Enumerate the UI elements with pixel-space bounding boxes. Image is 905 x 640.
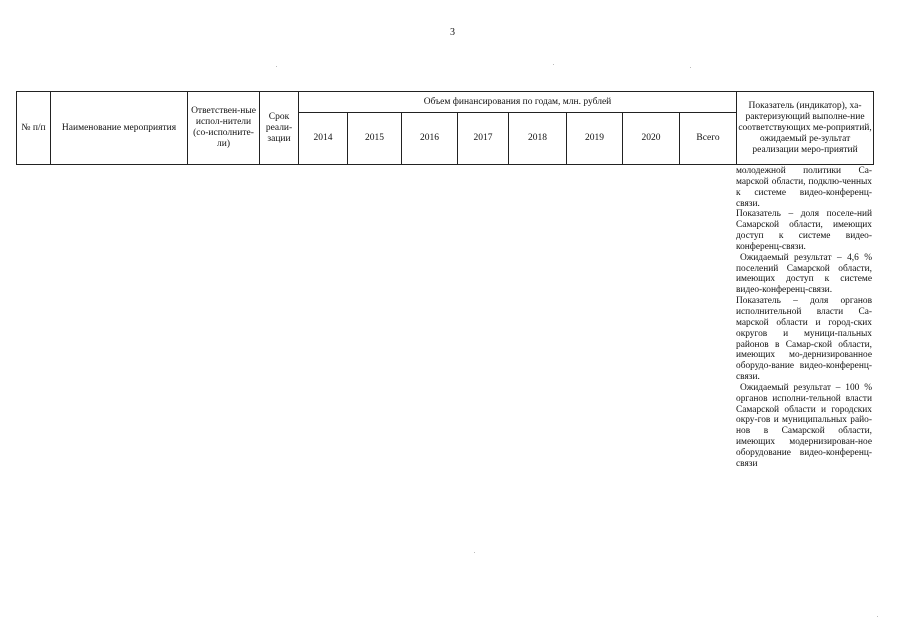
indicator-paragraph: Ожидаемый результат – 4,6 % поселений Самарской области, имеющих доступ к системе видео-конференц-связи. (736, 252, 872, 296)
col-funding-header: Объем финансирования по годам, млн. рублей (299, 92, 737, 113)
page-number: 3 (450, 27, 455, 38)
year-header: 2014 (299, 113, 348, 165)
year-header: 2020 (623, 113, 680, 165)
col-executors-header: Ответствен-ные испол-нители (со-исполните-ли) (188, 92, 260, 165)
scan-speck (690, 67, 691, 68)
indicator-paragraph: Ожидаемый результат – 100 % органов исполни-тельной власти Самарской области и городских окру-гов и муниципальных райо-нов в Самарской области, имеющих модернизирован-ное оборудование видео-конференц-связи (736, 382, 872, 469)
year-header: 2017 (458, 113, 509, 165)
indicator-paragraph: Показатель – доля органов исполнительной власти Са-марской области и город-ских округов и муници-пальных районов в Самар-ской области, имеющих мо-дернизированное оборудо-вание видео-конференц-связи. (736, 296, 872, 383)
year-header: 2016 (402, 113, 458, 165)
col-term-header: Срок реали-зации (260, 92, 299, 165)
col-total-header: Всего (680, 113, 737, 165)
year-header: 2015 (348, 113, 402, 165)
indicator-paragraph: молодежной политики Са-марской области, подклю-ченных к системе видео-конференц-связи. (736, 166, 872, 209)
col-indicator-header: Показатель (индикатор), ха-рактеризующий выполне-ние соответствующих ме-роприятий, ожидаемый ре-зультат реализации меро-приятий (737, 92, 874, 165)
indicator-text (736, 166, 872, 470)
scan-speck (553, 64, 554, 65)
scan-speck (474, 552, 475, 553)
scan-speck (276, 66, 277, 67)
year-header: 2018 (509, 113, 567, 165)
year-header: 2019 (567, 113, 623, 165)
indicator-paragraph: Показатель – доля поселе-ний Самарской области, имеющих доступ к системе видео-конференц-связи. (736, 209, 872, 252)
scan-speck (877, 616, 878, 617)
col-number-header: № п/п (17, 92, 51, 165)
col-name-header: Наименование мероприятия (51, 92, 188, 165)
program-table (16, 91, 874, 165)
